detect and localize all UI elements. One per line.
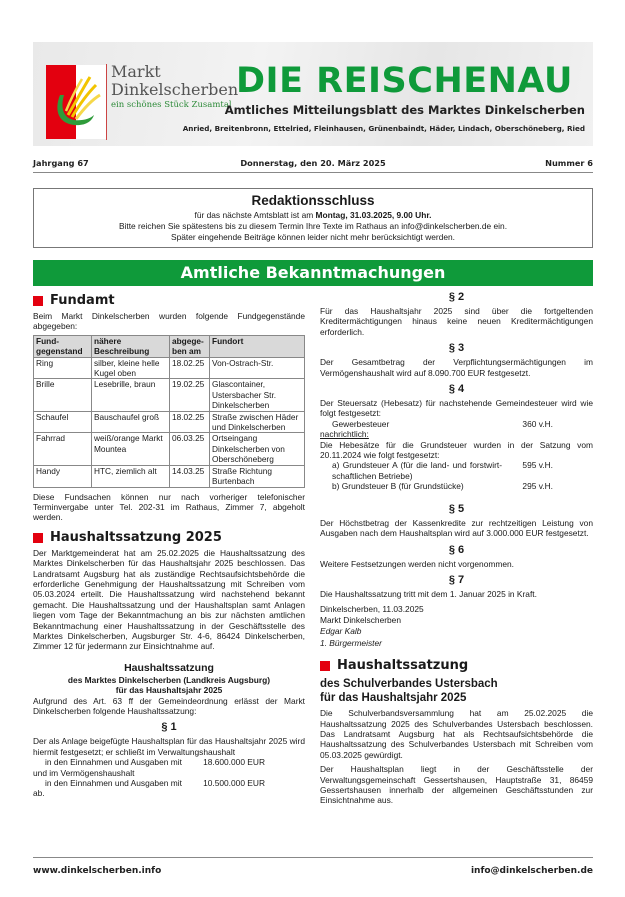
footer-email-link[interactable]: info@dinkelscherben.de <box>470 866 593 876</box>
schulverband-para-2: Der Haushaltsplan liegt in der Geschäftsstelle der Verwaltungsgemeinschaft Gessertshausen, Hauptstraße 31, 86459 Gessertshausen innerhalb der allgemeinen Geschäftsstunden zur Einsichtnahme aus. <box>320 764 593 806</box>
grundsteuer-b-label: b) Grundsteuer B (für Grundstücke) <box>332 481 464 492</box>
cell-desc: Bauschaufel groß <box>92 411 170 433</box>
haushalt-heading-text: Haushaltssatzung 2025 <box>50 529 222 545</box>
cell-desc: Lesebrille, braun <box>92 379 170 411</box>
table-row <box>34 379 305 411</box>
vermoegenshaushalt-row <box>33 778 305 788</box>
paragraph-4-title: § 4 <box>448 383 465 396</box>
signature-name: Edgar Kalb <box>320 626 362 637</box>
paragraph-6-text: Weitere Festsetzungen werden nicht vorgenommen. <box>320 558 514 569</box>
paragraph-2-text: Für das Haushaltsjahr 2025 sind über die fortgeltenden Kreditermächtigungen hinaus keine neuen Kreditermächtigungen erforderlich. <box>320 306 593 337</box>
cell-item: Handy <box>34 465 92 487</box>
red-square-icon <box>33 533 43 543</box>
left-column <box>33 293 305 799</box>
fundamt-heading <box>33 293 305 309</box>
haushalt-heading <box>33 530 305 546</box>
note-text: Die Hebesätze für die Grundsteuer wurden in der Satzung vom 20.11.2024 wie folgt festgesetzt: <box>320 439 593 461</box>
cell-place: Straße zwischen Häder und Dinkelscherben <box>210 411 305 433</box>
cell-place: Straße Richtung Burtenbach <box>210 465 305 487</box>
paragraph-3-title: § 3 <box>448 342 465 355</box>
table-header-row <box>34 335 305 357</box>
paragraph-4-text: Der Steuersatz (Hebesatz) für nachstehende Gemeindesteuer wird wie folgt festgesetzt: <box>320 398 593 419</box>
publication-subtitle: Amtliches Mitteilungsblatt des Marktes Dinkelscherben <box>224 103 585 117</box>
issue-volume: Jahrgang 67 <box>33 158 89 168</box>
paragraph-7-text: Die Haushaltssatzung tritt mit dem 1. Januar 2025 in Kraft. <box>320 588 537 599</box>
deadline-date: Montag, 31.03.2025, 9.00 Uhr. <box>315 210 432 220</box>
gewerbesteuer-value: 360 v.H. <box>522 418 553 429</box>
vm-label: in den Einnahmen und Ausgaben mit <box>45 778 182 789</box>
deadline-line-1-text: für das nächste Amtsblatt ist am <box>194 210 316 220</box>
schulverband-heading <box>320 658 593 674</box>
cell-place: Ortseingang Dinkelscherben von Oberschöneberg <box>210 433 305 465</box>
vw-amount: 18.600.000 EUR <box>203 757 265 768</box>
grundsteuer-b-row <box>320 481 593 491</box>
note-label: nachrichtlich: <box>320 429 369 440</box>
deadline-line-2: Bitte reichen Sie spätestens bis zu diesem Termin Ihre Texte im Rathaus an info@dinkelscherben.de ein. <box>118 221 508 231</box>
grundsteuer-a-value: 595 v.H. <box>522 460 553 471</box>
paragraph-5-text: Der Höchstbetrag der Kassenkredite zur rechtzeitigen Leistung von Ausgaben nach dem Haushaltsplan wird auf 3.000.000 EUR festgesetzt. <box>320 517 593 539</box>
table-row <box>34 433 305 465</box>
gewerbesteuer-label: Gewerbesteuer <box>332 418 390 429</box>
grundsteuer-b-value: 295 v.H. <box>522 481 553 492</box>
deadline-line-1 <box>34 210 592 221</box>
cell-desc: HTC, ziemlich alt <box>92 465 170 487</box>
col-header-place: Fundort <box>210 335 305 357</box>
vermoegenshaushalt-label: und im Vermögenshaushalt <box>33 767 135 778</box>
deadline-box <box>33 188 593 248</box>
paragraph-6-title: § 6 <box>448 543 465 556</box>
footer-website-link[interactable]: www.dinkelscherben.info <box>33 866 162 876</box>
vm-amount: 10.500.000 EUR <box>203 778 265 789</box>
cell-date: 18.02.25 <box>170 357 210 379</box>
vw-label: in den Einnahmen und Ausgaben mit <box>45 757 182 768</box>
cell-date: 19.02.25 <box>170 379 210 411</box>
red-square-icon <box>320 661 330 671</box>
table-row <box>34 411 305 433</box>
deadline-line-3: Später eingehende Beiträge können leider nicht mehr berücksichtigt werden. <box>171 232 455 242</box>
cell-item: Fahrrad <box>34 433 92 465</box>
cell-place: Glascontainer, Ustersbacher Str. Dinkelscherben <box>210 379 305 411</box>
logo-tagline: ein schönes Stück Zusamtal <box>111 100 232 110</box>
paragraph-3-text: Der Gesamtbetrag der Verpflichtungsermächtigungen im Vermögenshaushalt wird auf 8.090.700 EUR festgesetzt. <box>320 357 593 378</box>
signature-role: 1. Bürgermeister <box>320 638 382 649</box>
fundamt-note: Diese Fundsachen können nur nach vorheriger telefonischer Terminvergabe unter Tel. 202-31 im Rathaus, Zimmer 7, abgeholt werden. <box>33 491 305 523</box>
table-row <box>34 357 305 379</box>
paragraph-1-text: Der als Anlage beigefügte Haushaltsplan für das Haushaltsjahr 2025 wird hiermit festgesetzt; er schließt im Verwaltungshaushalt <box>33 736 305 757</box>
haushalt-intro: Der Marktgemeinderat hat am 25.02.2025 die Haushaltssatzung des Marktes Dinkelscherben für das Haushaltsjahr 2025 beschlossen. Das Landratsamt Augsburg hat als zuständige Rechtsaufsichtsbehörde die erforderliche Genehmigung der Haushaltssatzung mit Schreiben vom 05.03.2024 erteilt. Die Haushaltssatzung wird nachstehend bekannt gemacht. Die Haushaltssatzung und der Haushaltsplan samt Anlagen liegen vom Tage der Bekanntmachung an bis zur nächsten amtlichen Bekanntmachung einer Haushaltssatzung in der Geschäftsstelle des Marktes Dinkelscherben, Augsburger Str. 4-6, 86424 Dinkelscherben, Zimmer 12 für jedermann zur Einsichtnahme auf. <box>33 547 305 652</box>
cell-date: 14.03.25 <box>170 465 210 487</box>
cell-item: Brille <box>34 379 92 411</box>
satzung-preamble: Aufgrund des Art. 63 ff der Gemeindeordnung erlässt der Markt Dinkelscherben folgende Haushaltssatzung: <box>33 695 305 716</box>
cell-date: 18.02.25 <box>170 411 210 433</box>
issue-date: Donnerstag, den 20. März 2025 <box>240 158 386 168</box>
col-header-item: Fund-gegenstand <box>34 335 92 357</box>
cell-desc: silber, kleine helle Kugel oben <box>92 357 170 379</box>
col-header-date: abgege-ben am <box>170 335 210 357</box>
issue-number: Nummer 6 <box>545 158 593 168</box>
logo-line-1: Markt <box>111 62 161 81</box>
cell-date: 06.03.25 <box>170 433 210 465</box>
table-row <box>34 465 305 487</box>
publication-title: DIE REISCHENAU <box>236 61 573 101</box>
schulverband-para-1: Die Schulverbandsversammlung hat am 25.02.2025 die Haushaltssatzung 2025 des Schulverbandes Ustersbach beschlossen. Das Landratsamt Augsburg hat als Rechtsaufsichtsbehörde die Haushaltssatzung des Schulverbandes Ustersbach mit Schreiben vom 05.03.2025 gewürdigt. <box>320 708 593 760</box>
grundsteuer-a-row <box>320 460 593 481</box>
grundsteuer-a-label: a) Grundsteuer A (für die land- und forstwirt-schaftlichen Betriebe) <box>332 460 502 481</box>
verwaltungshaushalt-row <box>33 757 305 767</box>
red-square-icon <box>33 296 43 306</box>
fundamt-heading-text: Fundamt <box>50 293 115 308</box>
satzung-subtitle-2: für das Haushaltsjahr 2025 <box>115 685 223 696</box>
gewerbesteuer-row <box>320 419 593 429</box>
fundamt-intro: Beim Markt Dinkelscherben wurden folgende Fundgegenstände abgegeben: <box>33 311 305 332</box>
lost-items-table <box>33 335 305 488</box>
issue-bar <box>33 157 593 173</box>
signature-place-date: Dinkelscherben, 11.03.2025 <box>320 604 424 615</box>
schulverband-subheading-1: des Schulverbandes Ustersbach <box>320 678 498 691</box>
paragraph-7-title: § 7 <box>448 573 465 586</box>
deadline-title: Redaktionsschluss <box>251 193 375 208</box>
satzung-subtitle-1: des Marktes Dinkelscherben (Landkreis Augsburg) <box>67 674 271 685</box>
footer-divider <box>33 857 593 858</box>
col-header-desc: nähere Beschreibung <box>92 335 170 357</box>
schulverband-subheading-2: für das Haushaltsjahr 2025 <box>320 692 467 705</box>
signature-org: Markt Dinkelscherben <box>320 614 401 625</box>
paragraph-2-title: § 2 <box>448 291 465 303</box>
logo-wordmark <box>111 63 238 111</box>
logo-divider <box>106 64 107 140</box>
cell-item: Ring <box>34 357 92 379</box>
paragraph-1-end: ab. <box>33 788 45 799</box>
paragraph-5-title: § 5 <box>448 502 465 515</box>
right-column <box>320 290 593 806</box>
municipality-logo-icon <box>46 65 106 139</box>
villages-list: Anried, Breitenbronn, Ettelried, Fleinhausen, Grünenbaindt, Häder, Lindach, Oberschöneberg, Ried <box>182 124 585 133</box>
section-banner: Amtliche Bekanntmachungen <box>33 260 593 286</box>
cell-item: Schaufel <box>34 411 92 433</box>
cell-desc: weiß/orange Markt Mountea <box>92 433 170 465</box>
paragraph-1-title: § 1 <box>161 721 177 734</box>
logo-line-2: Dinkelscherben <box>111 80 239 99</box>
satzung-title: Haushaltssatzung <box>124 661 214 674</box>
schulverband-heading-text: Haushaltssatzung <box>337 658 469 674</box>
cell-place: Von-Ostrach-Str. <box>210 357 305 379</box>
